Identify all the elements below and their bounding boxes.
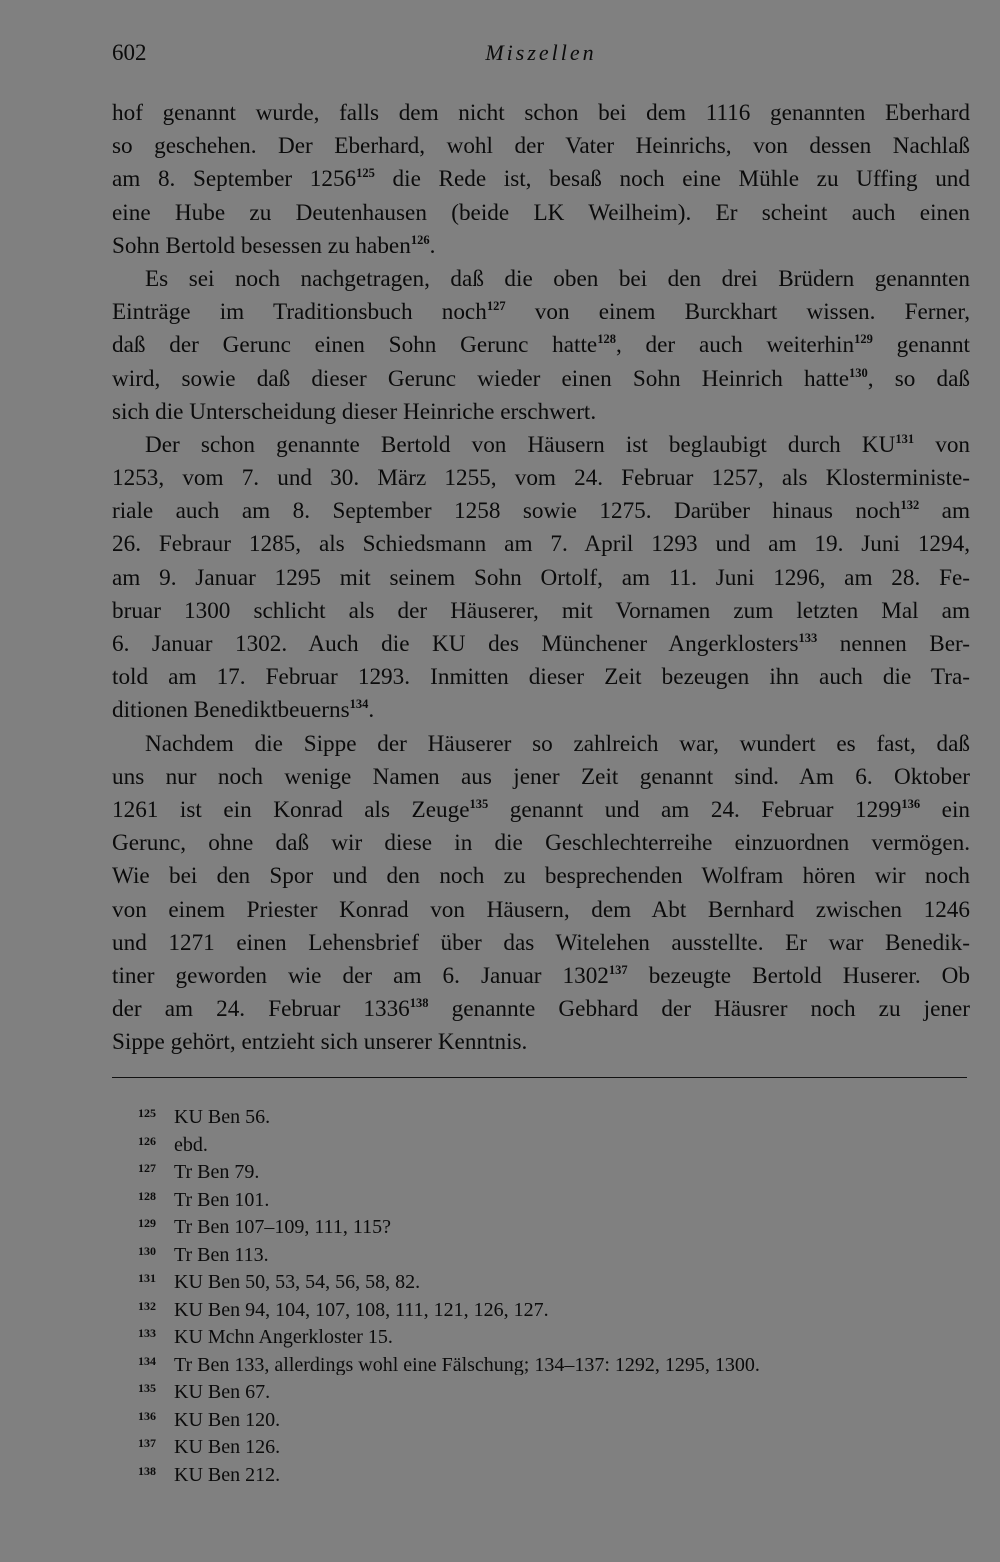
- footnote: [138, 1183, 958, 1211]
- text-run: eine Hube zu Deutenhausen (beide LK Weilheim). Er scheint auch einen: [112, 199, 970, 226]
- text-line: [112, 694, 970, 727]
- text-line: [112, 163, 970, 196]
- text-run: Sippe gehört, entzieht sich unserer Kenntnis.: [112, 1029, 528, 1056]
- text-run: wird, sowie daß dieser Gerunc wieder einen Sohn Heinrich hatte: [112, 365, 850, 392]
- text-run: ein: [920, 796, 970, 823]
- text-run: Wie bei den Spor und den noch zu besprechenden Wolfram hören wir noch: [112, 863, 970, 890]
- text-line: [112, 462, 970, 495]
- footnote: [138, 1265, 958, 1293]
- footnote-reference: 133: [798, 631, 818, 645]
- footnote-number: 137: [138, 1436, 156, 1450]
- footnote: [138, 1238, 958, 1266]
- text-line: [112, 761, 970, 794]
- footnote-text: ebd.: [174, 1133, 208, 1155]
- footnote-number: 130: [138, 1243, 156, 1258]
- footnote-text: KU Mchn Angerkloster 15.: [174, 1326, 393, 1348]
- text-line: [112, 993, 970, 1026]
- footnote: [138, 1100, 958, 1128]
- text-run: von einem Burckhart wissen. Ferner,: [505, 299, 970, 326]
- footnote: [138, 1348, 958, 1376]
- text-run: so geschehen. Der Eberhard, wohl der Vater Heinrichs, von dessen Nachlaß: [112, 133, 970, 160]
- footnote: [138, 1210, 958, 1238]
- footnote-reference: 136: [901, 796, 921, 811]
- footnote-number: 128: [138, 1188, 156, 1203]
- footnote-reference: 129: [854, 332, 873, 347]
- footnote-reference: 137: [608, 962, 628, 977]
- footnote-text: KU Ben 50, 53, 54, 56, 58, 82.: [174, 1271, 421, 1293]
- text-run: genannte Gebhard der Häusrer noch zu jener: [428, 996, 970, 1023]
- footnote-reference: 126: [410, 232, 430, 247]
- text-run: 6. Januar 1302. Auch die KU des Münchener Angerklosters: [112, 631, 799, 657]
- text-line: [112, 927, 970, 960]
- footnote-reference: 132: [900, 498, 920, 513]
- text-run: .: [368, 697, 375, 724]
- footnote-number: 135: [138, 1381, 156, 1395]
- footnote-reference: 131: [895, 431, 915, 446]
- footnote-text: Tr Ben 133, allerdings wohl eine Fälschung; 134–137: 1292, 1295, 1300.: [174, 1353, 760, 1375]
- text-run: daß der Gerunc einen Sohn Gerunc hatte: [112, 332, 598, 359]
- body-text: [112, 97, 970, 1059]
- text-line: [112, 728, 970, 761]
- footnote-reference: 127: [486, 299, 506, 314]
- text-run: am 8. September 1256: [112, 166, 357, 193]
- footnote-text: KU Ben 94, 104, 107, 108, 111, 121, 126, 127.: [174, 1298, 549, 1320]
- footnote-reference: 125: [356, 166, 375, 181]
- text-run: der am 24. Februar 1336: [112, 996, 410, 1023]
- footnote: [138, 1375, 958, 1403]
- footnote: [138, 1403, 958, 1431]
- footnote-reference: 135: [469, 796, 489, 811]
- footnote-number: 131: [138, 1271, 156, 1285]
- text-run: und 1271 einen Lehensbrief über das Witelehen ausstellte. Er war Benedik-: [112, 929, 970, 956]
- footnote-text: KU Ben 67.: [174, 1381, 271, 1403]
- footnote-text: KU Ben 212.: [174, 1463, 281, 1485]
- text-run: hof genannt wurde, falls dem nicht schon bei dem 1116 genannten Eberhard: [112, 100, 970, 126]
- text-run: genannt und am 24. Februar 1299: [488, 796, 902, 823]
- footnote-number: 134: [138, 1353, 156, 1368]
- page-header: [112, 40, 970, 76]
- running-head: Miszellen: [485, 40, 597, 65]
- text-line: [112, 860, 970, 893]
- text-run: , so daß: [867, 365, 970, 392]
- page-number: 602: [112, 40, 147, 65]
- text-run: Es sei noch nachgetragen, daß die oben bei den drei Brüdern genannten: [145, 265, 970, 292]
- text-line: [112, 794, 970, 827]
- footnote: [138, 1430, 958, 1458]
- text-run: die Rede ist, besaß noch eine Mühle zu Uffing und: [374, 166, 970, 193]
- text-run: von: [914, 431, 970, 458]
- paragraph: [112, 728, 970, 1060]
- text-run: ditionen Benediktbeuerns: [112, 697, 350, 724]
- footnote-number: 126: [138, 1133, 156, 1148]
- footnote: [138, 1128, 958, 1156]
- text-run: bruar 1300 schlicht als der Häuserer, mit Vornamen zum letzten Mal am: [112, 597, 970, 624]
- text-line: [112, 429, 970, 462]
- footnote-text: Tr Ben 113.: [174, 1243, 269, 1265]
- text-run: Der schon genannte Bertold von Häusern ist beglaubigt durch KU: [145, 431, 896, 458]
- text-line: [112, 363, 970, 396]
- text-run: nennen Ber-: [817, 631, 970, 657]
- text-line: [112, 595, 970, 628]
- text-run: 1253, vom 7. und 30. März 1255, vom 24. Februar 1257, als Klosterministe-: [112, 465, 970, 492]
- text-run: .: [429, 232, 436, 259]
- footnote-text: Tr Ben 107–109, 111, 115?: [174, 1216, 392, 1238]
- text-line: [112, 130, 970, 163]
- text-run: bezeugte Bertold Huserer. Ob: [627, 962, 970, 989]
- footnote-text: Tr Ben 101.: [174, 1188, 270, 1210]
- text-run: Gerunc, ohne daß wir diese in die Geschlechterreihe einzuordnen vermögen.: [112, 830, 970, 857]
- footnotes: [138, 1100, 958, 1485]
- text-line: [112, 263, 970, 296]
- text-line: [112, 329, 970, 362]
- footnote-number: 138: [138, 1463, 156, 1478]
- footnote-reference: 138: [409, 996, 429, 1011]
- footnote-reference: 128: [597, 332, 616, 347]
- text-run: told am 17. Februar 1293. Inmitten dieser Zeit bezeugen ihn auch die Tra-: [112, 664, 970, 691]
- text-line: [112, 528, 970, 561]
- paragraph: [112, 97, 970, 263]
- footnote-number: 129: [138, 1216, 156, 1230]
- text-line: [112, 661, 970, 694]
- text-run: Einträge im Traditionsbuch noch: [112, 299, 487, 326]
- paragraph: [112, 429, 970, 728]
- footnote: [138, 1293, 958, 1321]
- text-line: [112, 230, 970, 263]
- text-run: genannt: [872, 332, 970, 359]
- text-run: am: [919, 498, 970, 525]
- text-line: [112, 197, 970, 230]
- footnote-number: 127: [138, 1161, 156, 1175]
- paragraph: [112, 263, 970, 429]
- text-line: [112, 296, 970, 329]
- footnote-reference: 130: [849, 365, 868, 380]
- text-run: uns nur noch wenige Namen aus jener Zeit genannt sind. Am 6. Oktober: [112, 763, 970, 790]
- footnote-number: 133: [138, 1326, 156, 1340]
- text-line: [112, 1026, 970, 1059]
- text-run: am 9. Januar 1295 mit seinem Sohn Ortolf, am 11. Juni 1296, am 28. Fe-: [112, 564, 970, 591]
- footnote-text: KU Ben 120.: [174, 1408, 281, 1430]
- text-run: riale auch am 8. September 1258 sowie 1275. Darüber hinaus noch: [112, 498, 901, 525]
- footnote-number: 132: [138, 1298, 156, 1313]
- footnote-text: KU Ben 56.: [174, 1106, 271, 1128]
- text-line: [112, 562, 970, 595]
- footnote: [138, 1320, 958, 1348]
- text-run: 26. Febraur 1285, als Schiedsmann am 7. April 1293 und am 19. Juni 1294,: [112, 531, 970, 558]
- text-run: Sohn Bertold besessen zu haben: [112, 232, 411, 259]
- text-line: [112, 97, 970, 130]
- text-run: tiner geworden wie der am 6. Januar 1302: [112, 962, 609, 989]
- footnote-number: 125: [138, 1106, 156, 1120]
- text-line: [112, 960, 970, 993]
- footnote-text: KU Ben 126.: [174, 1436, 281, 1458]
- text-line: [112, 628, 970, 661]
- text-line: [112, 894, 970, 927]
- text-line: [112, 827, 970, 860]
- footnote-reference: 134: [349, 697, 369, 712]
- footnote-text: Tr Ben 79.: [174, 1161, 260, 1183]
- text-run: von einem Priester Konrad von Häusern, dem Abt Bernhard zwischen 1246: [112, 896, 970, 923]
- footnote-separator: [112, 1077, 967, 1078]
- text-line: [112, 396, 970, 429]
- footnote: [138, 1458, 958, 1486]
- footnote-number: 136: [138, 1408, 156, 1423]
- text-run: , der auch weiterhin: [615, 332, 855, 359]
- text-run: 1261 ist ein Konrad als Zeuge: [112, 796, 470, 823]
- footnote: [138, 1155, 958, 1183]
- text-run: Nachdem die Sippe der Häuserer so zahlreich war, wundert es fast, daß: [145, 730, 970, 757]
- text-line: [112, 495, 970, 528]
- text-run: sich die Unterscheidung dieser Heinriche erschwert.: [112, 398, 597, 425]
